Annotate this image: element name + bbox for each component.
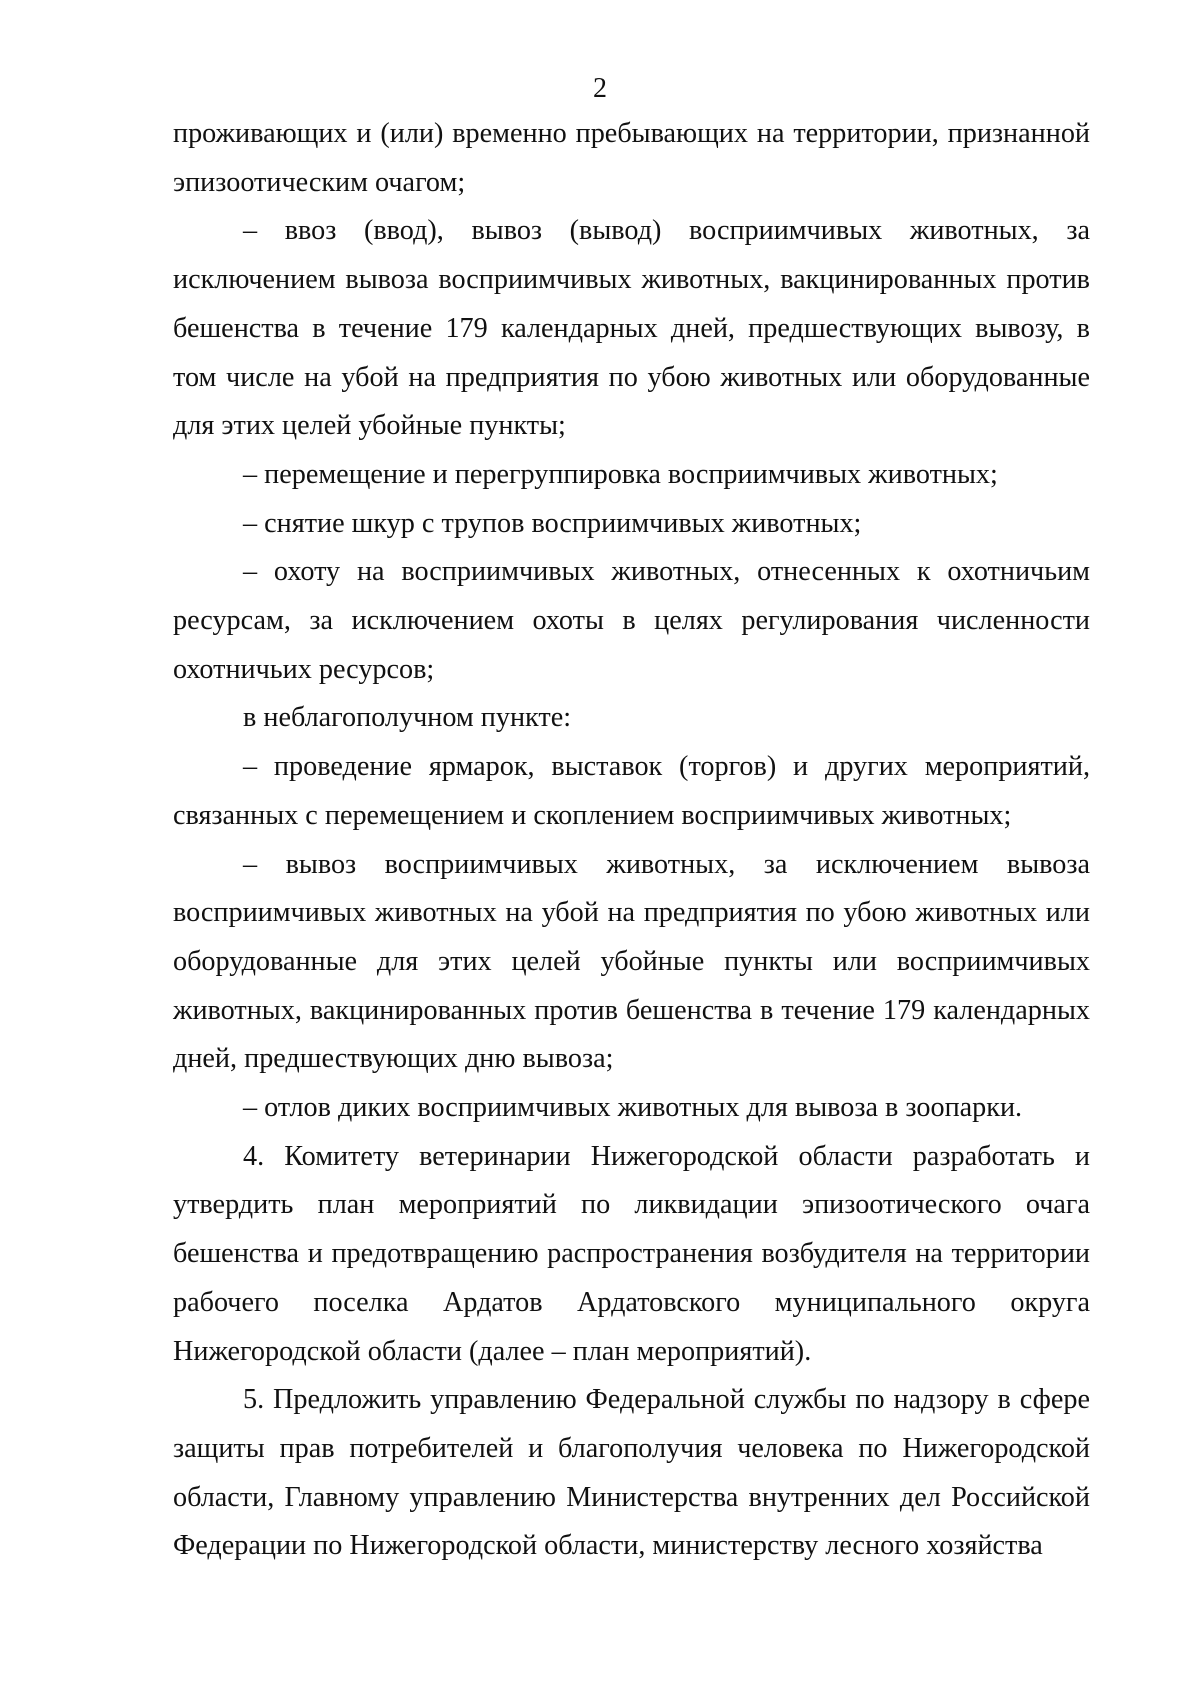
paragraph-import-export-ban: – ввоз (ввод), вывоз (вывод) восприимчивых животных, за исключением вывоза восприимчивых животных, вакцинированных против бешенства в течение 179 календарных дней, предшествующих вывозу, в том числе на убой на предприятия по убою животных или оборудованные для этих целей убойные пункты; bbox=[173, 215, 1090, 442]
paragraph-item-4: 4. Комитету ветеринарии Нижегородской области разработать и утвердить план мероприятий по ликвидации эпизоотического очага бешенства и предотвращению распространения возбудителя на территории рабочего поселка Ардатов Ардатовского муниципального округа Нижегородской области (далее – план мероприятий). bbox=[173, 1140, 1090, 1367]
paragraph-skinning-ban: – снятие шкур с трупов восприимчивых животных; bbox=[243, 507, 862, 539]
paragraph-item-5: 5. Предложить управлению Федеральной службы по надзору в сфере защиты прав потребителей и благополучия человека по Нижегородской области, Главному управлению Министерства внутренних дел Российской Федерации по Нижегородской области, министерству лесного хозяйства bbox=[173, 1384, 1090, 1562]
document-body bbox=[173, 110, 1090, 1571]
paragraph-fairs-ban: – проведение ярмарок, выставок (торгов) и других мероприятий, связанных с перемещением и скоплением восприимчивых животных; bbox=[173, 751, 1090, 831]
paragraph-unsafe-point-heading: в неблагополучном пункте: bbox=[243, 702, 572, 734]
paragraph-hunting-ban: – охоту на восприимчивых животных, отнесенных к охотничьим ресурсам, за исключением охоты в целях регулирования численности охотничьих ресурсов; bbox=[173, 556, 1090, 685]
paragraph-capture-ban: – отлов диких восприимчивых животных для вывоза в зоопарки. bbox=[243, 1092, 1023, 1124]
page-number: 2 bbox=[593, 73, 607, 104]
paragraph-continuation: проживающих и (или) временно пребывающих на территории, признанной эпизоотическим очагом; bbox=[173, 118, 1090, 198]
paragraph-regrouping-ban: – перемещение и перегруппировка восприимчивых животных; bbox=[243, 458, 998, 490]
paragraph-export-ban: – вывоз восприимчивых животных, за исключением вывоза восприимчивых животных на убой на предприятия по убою животных или оборудованные для этих целей убойные пункты или восприимчивых животных, вакцинированных против бешенства в течение 179 календарных дней, предшествующих дню вывоза; bbox=[173, 848, 1090, 1075]
